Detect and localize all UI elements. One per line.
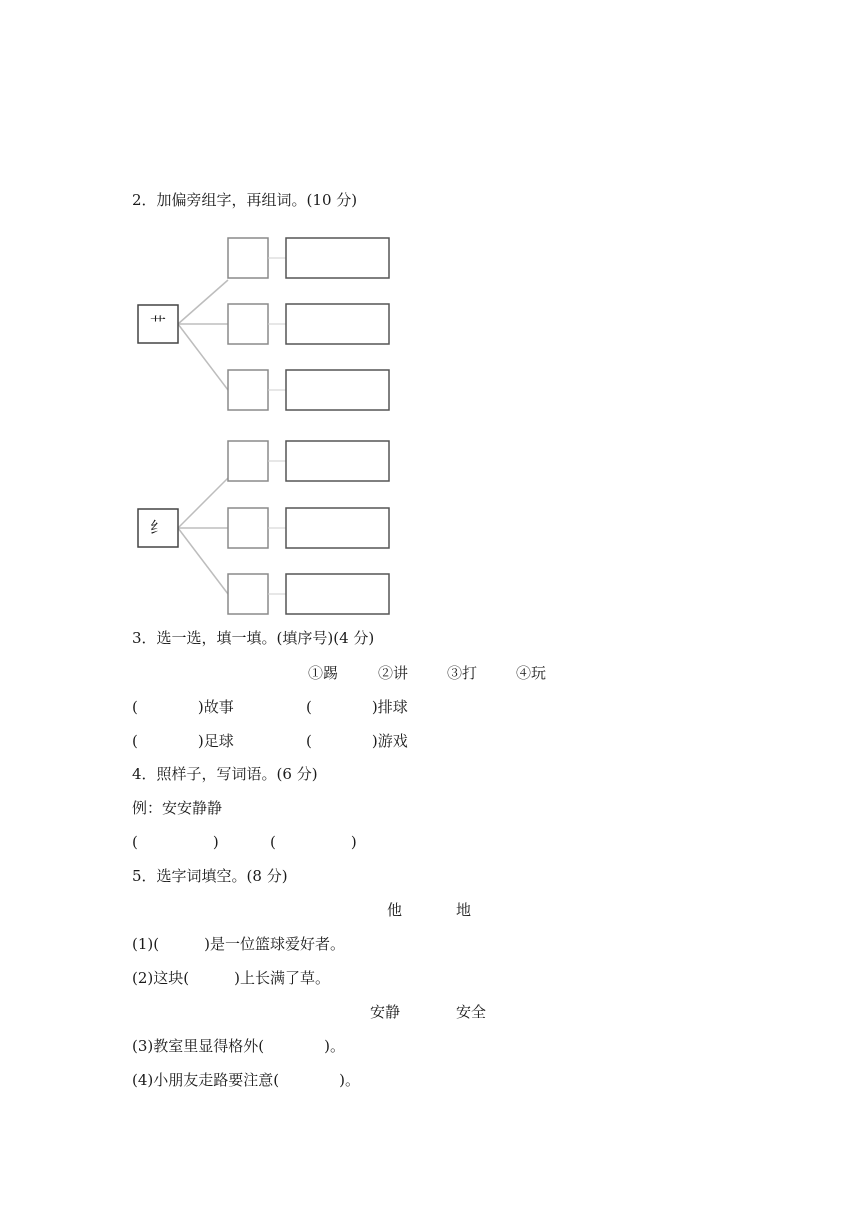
q5-title: 5．选字词填空。(8 分) xyxy=(132,867,288,885)
q5-item-4: (4)小朋友走路要注意( )。 xyxy=(132,1071,360,1089)
q5-choice-1: 他 xyxy=(387,901,403,919)
q5-choice-2: 地 xyxy=(456,901,472,919)
q4-example: 例：安安静静 xyxy=(132,799,223,817)
q3-option-2: ②讲 xyxy=(378,664,409,682)
q3-option-1: ①踢 xyxy=(308,664,339,682)
word-box[interactable] xyxy=(286,441,389,481)
word-box[interactable] xyxy=(286,238,389,278)
q3-row1-left: ( )故事 xyxy=(132,698,234,716)
q4-blank-1[interactable]: ( ) xyxy=(132,833,219,851)
q5-item-1: (1)( )是一位篮球爱好者。 xyxy=(132,935,345,953)
char-box[interactable] xyxy=(228,508,268,548)
q3-option-4: ④玩 xyxy=(516,664,547,682)
q5-choice-4: 安全 xyxy=(456,1003,487,1021)
q3-row2-left: ( )足球 xyxy=(132,732,234,750)
radical-1-label: 艹 xyxy=(149,314,166,333)
word-box[interactable] xyxy=(286,370,389,410)
q5-item-2: (2)这块( )上长满了草。 xyxy=(132,969,330,987)
word-box[interactable] xyxy=(286,574,389,614)
word-box[interactable] xyxy=(286,304,389,344)
word-box[interactable] xyxy=(286,508,389,548)
q3-option-3: ③打 xyxy=(447,664,478,682)
q2-title: 2．加偏旁组字，再组词。(10 分) xyxy=(132,191,358,209)
char-box[interactable] xyxy=(228,238,268,278)
char-box[interactable] xyxy=(228,574,268,614)
q3-row1-right: ( )排球 xyxy=(306,698,408,716)
char-box[interactable] xyxy=(228,370,268,410)
q3-title: 3．选一选，填一填。(填序号)(4 分) xyxy=(132,629,375,647)
char-box[interactable] xyxy=(228,304,268,344)
char-box[interactable] xyxy=(228,441,268,481)
radical-2-label: 纟 xyxy=(149,518,166,537)
q3-row2-right: ( )游戏 xyxy=(306,732,408,750)
q5-choice-3: 安静 xyxy=(370,1003,401,1021)
q4-blank-2[interactable]: ( ) xyxy=(270,833,357,851)
q4-title: 4．照样子，写词语。(6 分) xyxy=(132,765,318,783)
q5-item-3: (3)教室里显得格外( )。 xyxy=(132,1037,345,1055)
